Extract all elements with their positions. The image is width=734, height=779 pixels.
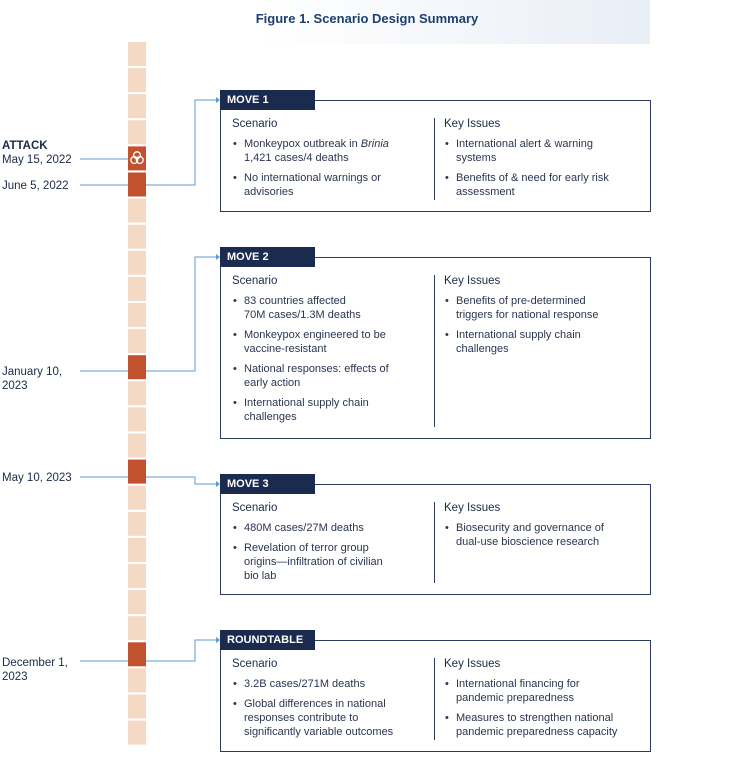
move-connector-line: [146, 640, 216, 661]
scenario-column-heading: Scenario: [232, 118, 278, 130]
scenario-column: [232, 117, 427, 205]
move-tag: MOVE 3: [220, 474, 315, 494]
column-divider: [434, 118, 435, 200]
bullet-item: • 3.2B cases/271M deaths: [232, 677, 427, 691]
key-issues-column: [444, 274, 644, 362]
bullet-item: • Benefits of pre-determined triggers for national response: [444, 294, 644, 322]
column-divider: [434, 275, 435, 427]
timeline-block: [128, 303, 146, 327]
scenario-column: [232, 274, 427, 430]
key-issues-column-heading: Key Issues: [444, 118, 501, 130]
bullet-item: • Biosecurity and governance of dual-use bioscience research: [444, 521, 644, 549]
column-divider: [434, 502, 435, 583]
timeline-block: [128, 381, 146, 405]
timeline-block: [128, 721, 146, 745]
date-label: May 15, 2022: [2, 154, 72, 166]
bullet-item: • 83 countries affected 70M cases/1.3M deaths: [232, 294, 427, 322]
move-connector-line: [146, 100, 216, 185]
scenario-column-heading: Scenario: [232, 658, 278, 670]
bullet-item: • No international warnings or advisories: [232, 171, 427, 199]
timeline-block: [128, 42, 146, 66]
column-divider: [434, 658, 435, 740]
move-tag: ROUNDTABLE: [220, 630, 315, 650]
timeline-block: [128, 251, 146, 275]
move-tag: MOVE 2: [220, 247, 315, 267]
date-label: June 5, 2022: [2, 180, 69, 192]
timeline-marker-block: [128, 460, 146, 484]
timeline-block: [128, 277, 146, 301]
timeline-block: [128, 616, 146, 640]
timeline-block: [128, 329, 146, 353]
timeline-block: [128, 564, 146, 588]
bullet-item: • Global differences in national responses contribute to significantly variable outcomes: [232, 697, 427, 739]
timeline-block: [128, 225, 146, 249]
timeline-marker-block: [128, 173, 146, 197]
move-tag: MOVE 1: [220, 90, 315, 110]
timeline-block: [128, 407, 146, 431]
scenario-column: [232, 501, 427, 589]
bullet-item: • Benefits of & need for early risk assessment: [444, 171, 644, 199]
bullet-item: • Revelation of terror group origins—infiltration of civilian bio lab: [232, 541, 427, 583]
bullet-item: • Monkeypox outbreak in Brinia 1,421 cases/4 deaths: [232, 137, 427, 165]
bullet-item: • International alert & warning systems: [444, 137, 644, 165]
key-issues-column-heading: Key Issues: [444, 658, 501, 670]
scenario-column-heading: Scenario: [232, 275, 278, 287]
scenario-column-heading: Scenario: [232, 502, 278, 514]
attack-label: ATTACK: [2, 140, 48, 152]
date-label: January 10, 2023: [2, 366, 63, 392]
bullet-item: • 480M cases/27M deaths: [232, 521, 427, 535]
bullet-item: • National responses: effects of early action: [232, 362, 427, 390]
move-connector-line: [146, 257, 216, 371]
bullet-item: • Monkeypox engineered to be vaccine-resistant: [232, 328, 427, 356]
scenario-column: [232, 657, 427, 745]
timeline-marker-block: [128, 355, 146, 379]
timeline-block: [128, 68, 146, 92]
timeline-marker-block: [128, 642, 146, 666]
key-issues-column: [444, 501, 644, 555]
timeline-block: [128, 94, 146, 118]
key-issues-column: [444, 117, 644, 205]
timeline-block: [128, 512, 146, 536]
bullet-item: • Measures to strengthen national pandemic preparedness capacity: [444, 711, 644, 739]
timeline-block: [128, 538, 146, 562]
bullet-item: • International financing for pandemic preparedness: [444, 677, 644, 705]
timeline-block: [128, 199, 146, 223]
timeline-block: [128, 120, 146, 144]
timeline-block: [128, 590, 146, 614]
key-issues-column: [444, 657, 644, 745]
timeline-block: [128, 695, 146, 719]
bullet-item: • International supply chain challenges: [232, 396, 427, 424]
timeline-block: [128, 486, 146, 510]
bullet-item: • International supply chain challenges: [444, 328, 644, 356]
figure-title: Figure 1. Scenario Design Summary: [255, 11, 479, 26]
key-issues-column-heading: Key Issues: [444, 502, 501, 514]
timeline-block: [128, 434, 146, 458]
key-issues-column-heading: Key Issues: [444, 275, 501, 287]
move-connector-line: [146, 477, 216, 484]
date-label: December 1, 2023: [2, 657, 68, 683]
timeline-block: [128, 668, 146, 692]
date-label: May 10, 2023: [2, 472, 72, 484]
